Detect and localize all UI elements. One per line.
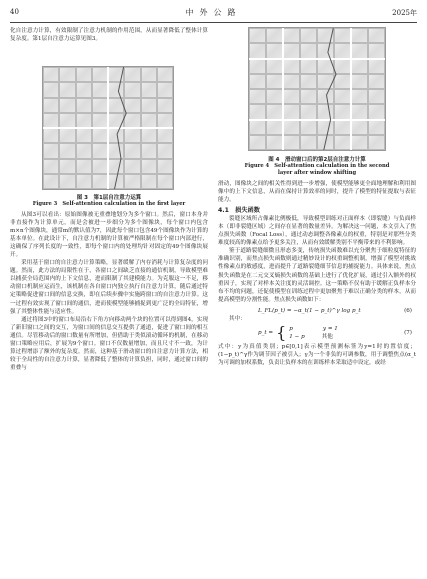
- figure-4-window-grid: [248, 27, 386, 151]
- figure-4-caption-cn: 图 4 滑动窗口后的第2层自注意力计算: [268, 157, 366, 163]
- crack-line: [249, 28, 385, 150]
- equation-6-number: (6): [404, 307, 412, 314]
- figure-3: [42, 66, 174, 190]
- paragraph: 鉴于道路裂缝细微且形态多变，传统损失函数难以充分聚焦于细粒度特征的准确识别，而焦点损失函数则通过精妙设计的权重调整机制，增强了模型对挑战性像素点的敏感度，进而提升了道路裂缝细节信息的捕捉能力。具体来说，焦点损失函数是在二元交叉熵损失函数的基础上进行了优化扩展，通过引入额外的权重因子，实现了对样本关注度的灵活调控。这一策略不仅有助于缓解正负样本分布不均的问题，还促使模型在训练过程中更加聚焦于难以正确分类的样本，从而提高模型的分割性能。焦点损失函数如下：: [218, 248, 416, 303]
- left-top-paragraph: 化自注意力计算，有效限制了注意力机制的作用范围，从而显著降低了整体计算复杂度。第1层自注意力运算见图3。: [10, 28, 208, 43]
- paragraph: 裂缝区域所占像素比例极低，导致模型训练对正面样本（即裂缝）与负面样本（即非裂缝区域）之间存在显著的数量差异。为解决这一问题，本文引入了焦点损失函数（Focal Loss），通过动态调整各像素点的权重，特别是对那些分类难度较高的像素点给予更多关注，从而有效缓解类别不平衡带来的不利影响。: [218, 216, 416, 247]
- figure-3-window-grid: [42, 66, 174, 190]
- equation-7-body: [258, 322, 338, 342]
- figure-4-caption-en: Figure 4 Self-attention calculation in the second: [244, 163, 390, 169]
- paragraph: 式中：y为真值类别；p∈[0,1]表示模型预测标签为y=1时的置信度；(1−p_t)^γ作为调节因子被引入；γ为一个非负的可调参数，用于调整焦点(α_t为可调的加权系数，负责让负样本的在训练样本采取适中设定，或经: [218, 343, 416, 366]
- case2-value: 1 − p: [289, 333, 305, 340]
- equation-7-number: (7): [404, 329, 412, 336]
- case1-value: p: [289, 325, 293, 332]
- brace-icon: {: [276, 322, 287, 342]
- figure-4-caption: [218, 155, 416, 177]
- figure-3-caption-en: Figure 3 Self-attention calculation in the first layer: [32, 201, 186, 207]
- paragraph: 从图3可以看出：原始图像被无重叠地划分为多个窗口。然后，窗口本身并非直接作为计算单元，而是会被进一步细分为多个图像块，每个窗口内包含m×n个图像块，通常m的默认值为7，因此每个窗口包含49个图像块作为计算的基本单位。在此设计下，自注意力机制的计算被严格限制在每个窗口内部进行，这确保了序列长度的一致性，即每个窗口内的处理均针对固定的49个图像块展开。: [10, 212, 208, 259]
- right-body: [218, 180, 416, 367]
- case2-condition: 其他: [321, 333, 333, 340]
- paragraph: 采用基于窗口的自注意力计算策略，显著缓解了内存消耗与计算复杂度的问题。然而，此方法的局限性在于，各窗口之间缺乏直接的通信机制，导致模型难以捕获全局范围内的上下文信息，进而限制了其建模能力。为克服这一不足，移动窗口机制应运而生，该机制在各自窗口内独立执行自注意力计算，随后通过特定策略促进窗口间的信息交换，即在后续步骤中实施跨窗口的自注意力计算。这一过程有效实现了窗口间的通信，进而使模型能够捕捉到更广泛的全局特征，增强了其整体性能与适应性。: [10, 260, 208, 315]
- equation-7: [218, 322, 416, 342]
- left-body: [10, 211, 208, 372]
- page-number: 40: [10, 8, 19, 16]
- header-rule: [10, 22, 417, 23]
- crack-line: [43, 67, 173, 189]
- case1-condition: y = 1: [322, 325, 338, 332]
- figure-4: [248, 27, 386, 151]
- paragraph: 通过将图3中的窗口布局沿右下角方向移动两个块的位置可以得到图4，实现了新旧窗口之间的交互，为窗口间的信息交互提供了通道，促进了窗口间的相互通信。尽管移动后的窗口数量有所增加，但借助于类似滚动循环的机制，在移动窗口策略应用后，扩展为9个窗口。窗口不仅数量增加，而且尺寸不一致，为计算过程增添了额外的复杂度。然而，这种基于滑动窗口的自注意力计算方法，相较于全局性的自注意力计算，显著降低了整体的计算负担，同时，通过窗口间的重叠与: [10, 316, 208, 371]
- equation-7-cases: [289, 325, 338, 341]
- journal-title: 中外公路: [185, 8, 242, 17]
- figure-3-caption: [10, 193, 208, 208]
- equation-6-formula: L_FL(p_t) = −α_t(1 − p_t)^γ log p_t: [258, 307, 361, 314]
- equation-7-lhs: p_t =: [258, 329, 274, 336]
- section-title: 4.1 损失函数: [218, 207, 260, 215]
- equation-6: [218, 307, 416, 315]
- equation-where: 其中：: [229, 315, 246, 322]
- paragraph: 滑动，图像块之间的相关性得到进一步增强，使模型能够更全面地理解和利用图像中的上下文信息，从而在保持计算效率的同时，提升了模型的特征提取与表征能力。: [218, 181, 416, 204]
- figure-4-caption-en-2: layer after window shifting: [277, 170, 357, 176]
- journal-year: 2025年: [392, 9, 417, 17]
- figure-3-caption-cn: 图 3 第1层自注意力运算: [76, 195, 142, 201]
